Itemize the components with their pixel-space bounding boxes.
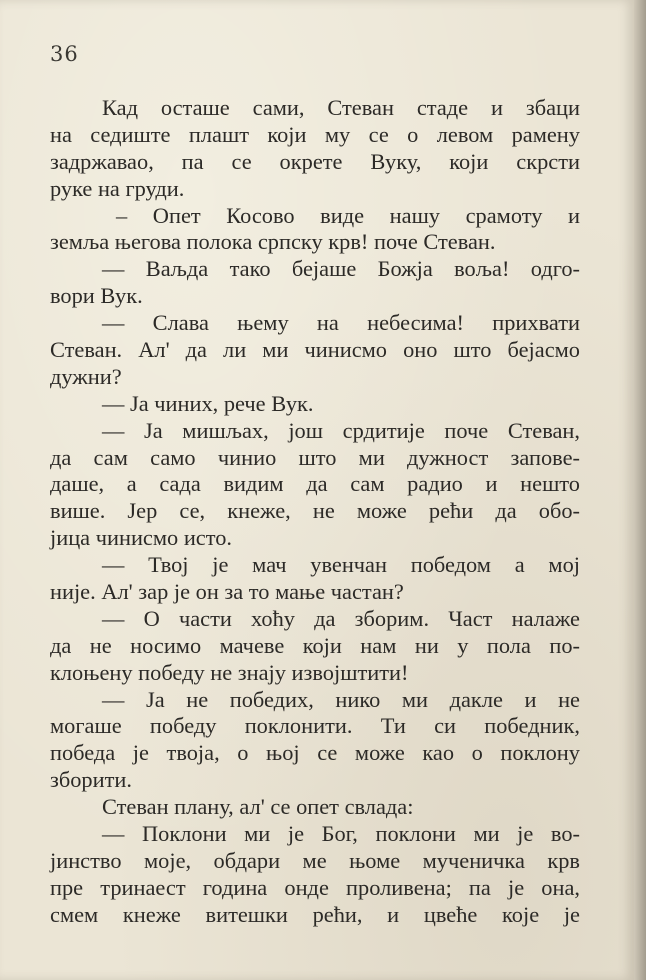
text-line: — Ја мишљах, још срдитије поче Стеван, <box>102 417 580 443</box>
text-line: — Ја чиних, рече Вук. <box>102 390 314 416</box>
text-line: није. Ал' зар је он за то мање частан? <box>50 579 404 605</box>
text-line: Стеван. Ал' да ли ми чинисмо оно што бејасмо <box>50 337 580 363</box>
text-line: вори Вук. <box>50 283 143 309</box>
text-line: — Твој је мач увенчан победом а мој <box>102 552 580 578</box>
page-number: 36 <box>50 42 79 66</box>
text-line: смем кнеже витешки рећи, и цвеће које је <box>50 901 580 927</box>
text-line: даше, а сада видим да сам радио и нешто <box>50 471 580 497</box>
page-edge <box>634 0 646 980</box>
text-line: победа је твоја, о њој се може као о поклону <box>50 740 580 766</box>
text-line: пре тринаест година онде проливена; па је она, <box>50 874 580 900</box>
text-line: зборити. <box>50 767 132 793</box>
text-line: — Слава њему на небесима! прихвати <box>102 310 580 336</box>
text-line: — Поклони ми је Бог, поклони ми је во- <box>102 821 580 847</box>
text-line: клоњену победу не знају извојштити! <box>50 659 409 685</box>
text-line: јица чинисмо исто. <box>50 525 233 551</box>
text-line: могаше победу поклонити. Ти си победник, <box>50 713 580 739</box>
text-line: више. Јер се, кнеже, не може рећи да обо- <box>50 498 580 524</box>
text-line: да сам само чинио што ми дужност запове- <box>50 444 580 470</box>
text-line: да не носимо мачеве који нам ни у пола по- <box>50 632 580 658</box>
text-line: руке на груди. <box>50 175 185 201</box>
text-line: јинство моје, обдари ме њоме мученичка крв <box>50 847 580 873</box>
text-line: – Опет Косово виде нашу срамоту и <box>116 202 580 228</box>
text-line: — Ваљда тако бејаше Божја воља! одго- <box>102 256 580 282</box>
text-line: — Ја не победих, нико ми дакле и не <box>102 686 580 712</box>
body-text <box>50 95 580 929</box>
text-line: Кад осташе сами, Стеван стаде и збаци <box>102 95 580 120</box>
text-line: Стеван плану, ал' се опет свлада: <box>102 794 414 820</box>
text-line: дужни? <box>50 363 122 389</box>
text-line: задржавао, па се окрете Вуку, који скрсти <box>50 148 580 174</box>
text-line: земља његова полока српску крв! поче Стеван. <box>50 229 496 255</box>
text-line: — О части хоћу да зборим. Част налаже <box>102 605 580 631</box>
text-line: на седиште плашт који му се о левом рамену <box>50 121 580 147</box>
